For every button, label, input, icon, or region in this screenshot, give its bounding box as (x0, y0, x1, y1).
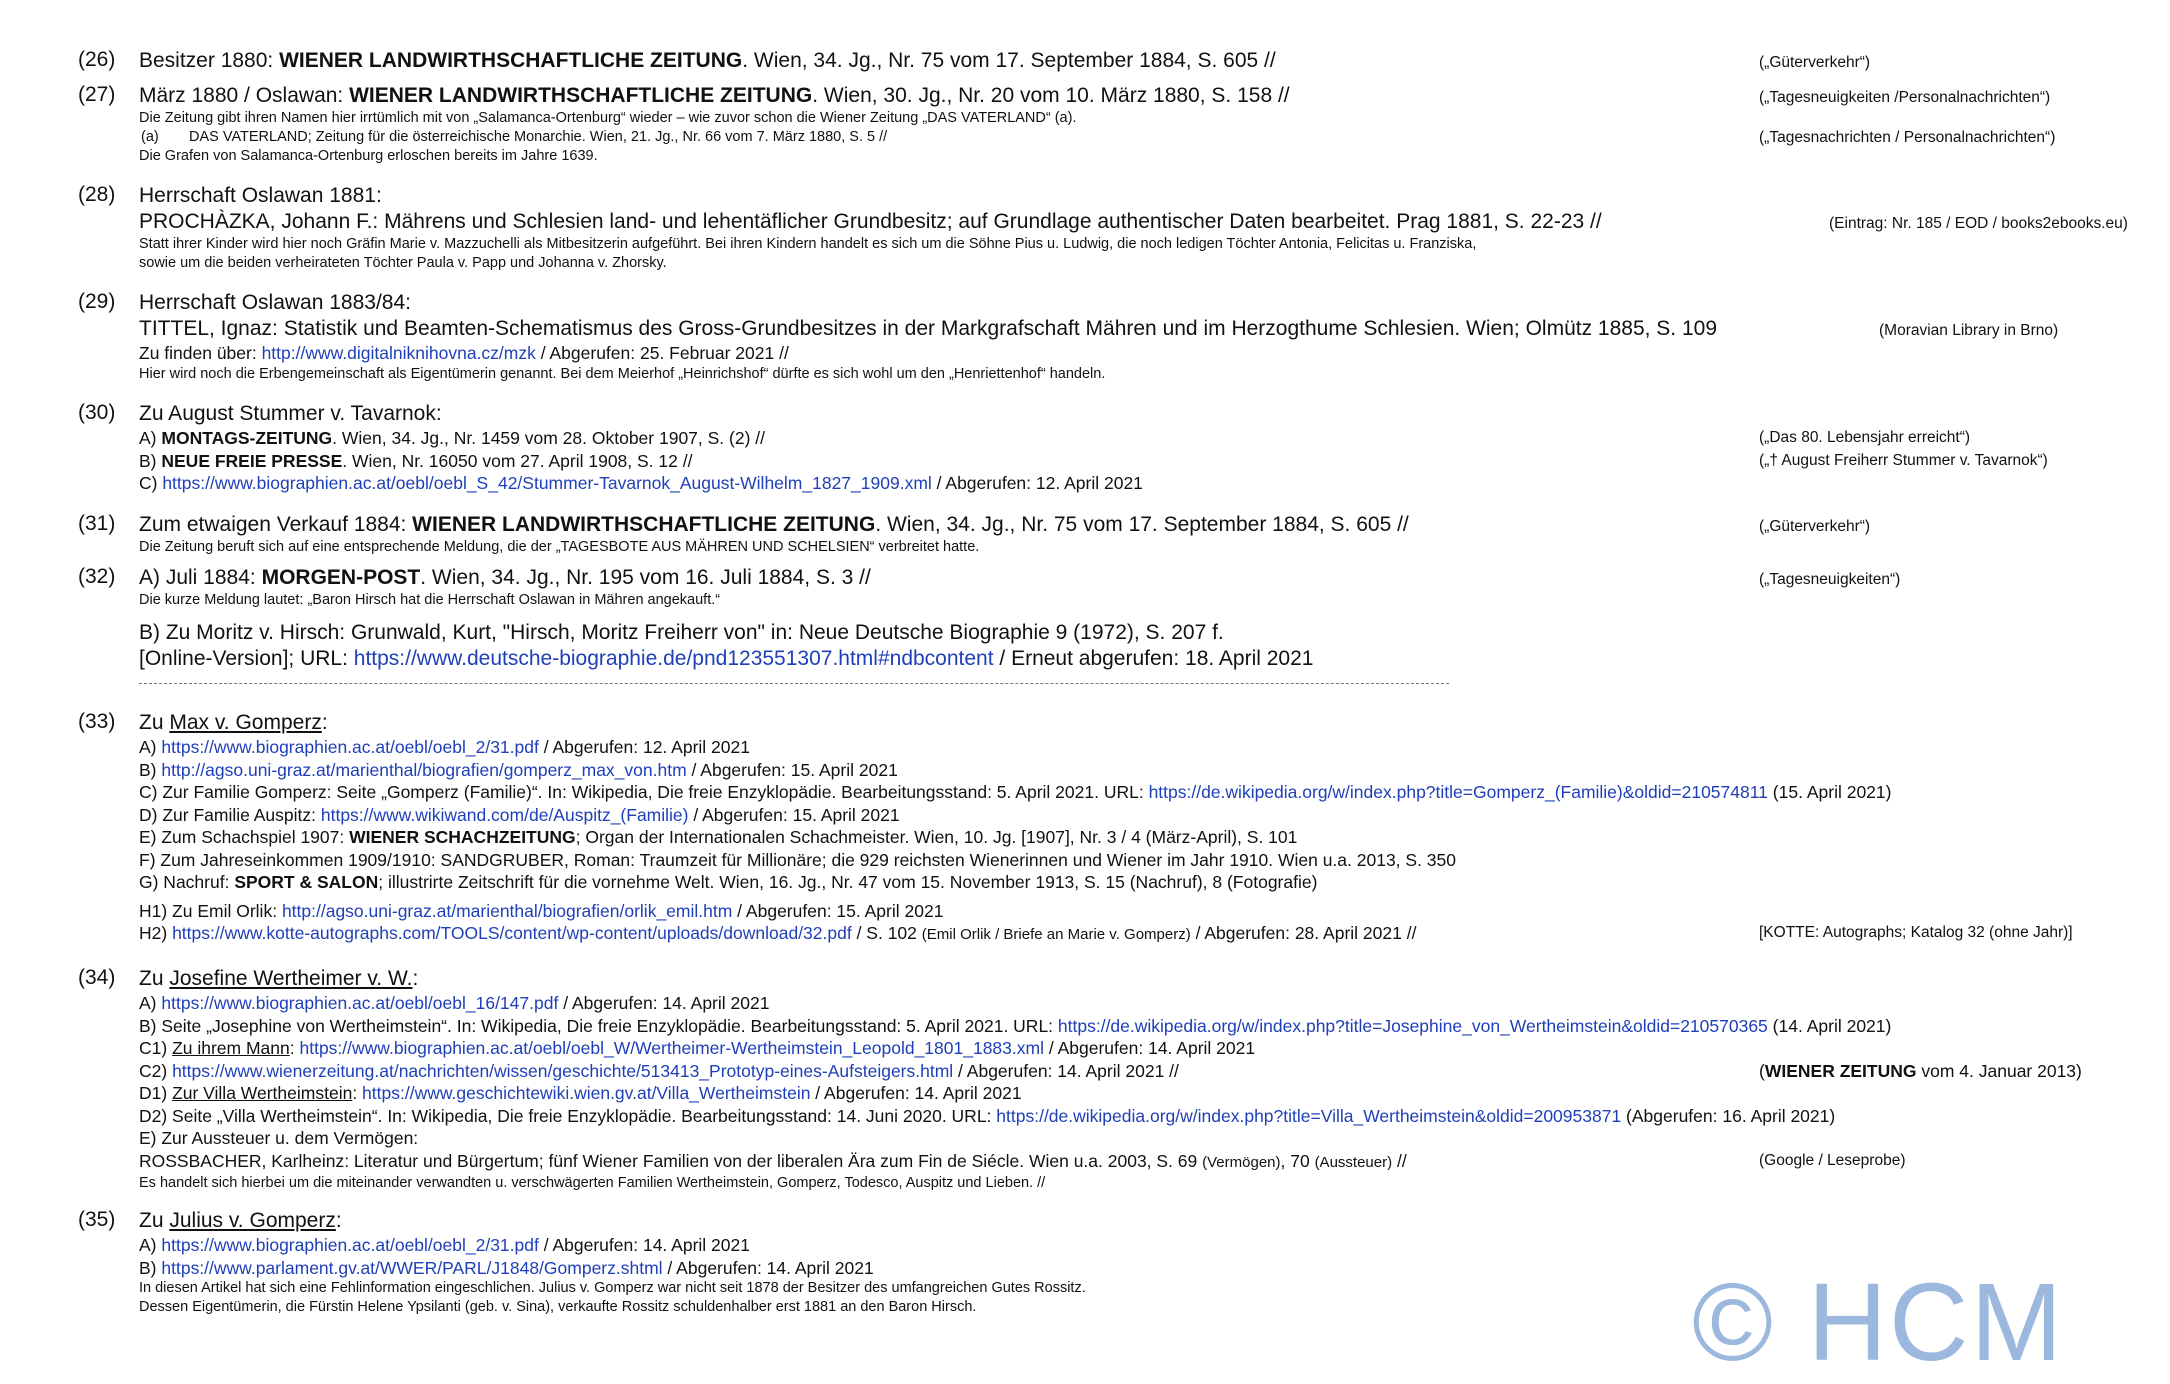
footnote-line: Besitzer 1880: WIENER LANDWIRTHSCHAFTLICHE ZEITUNG. Wien, 34. Jg., Nr. 75 vom 17. September 1884, S. 605 // („Güterverkehr“) (139, 48, 2129, 74)
source-link[interactable]: https://www.biographien.ac.at/oebl/oebl_2/31.pdf (161, 1235, 539, 1255)
footnote-line: D) Zur Familie Auspitz: https://www.wikiwand.com/de/Auspitz_(Familie) / Abgerufen: 15. April 2021 (139, 804, 900, 825)
source-section: („† August Freiherr Stummer v. Tavarnok“) (1759, 451, 2048, 469)
note-line: Statt ihrer Kinder wird hier noch Gräfin Marie v. Mazzuchelli als Mitbesitzerin aufgeführt. Bei ihren Kindern handelt es sich um die Söhne Pius u. Ludwig, die noch ledigen Töchter Antonia, Felicitas u. Franziska, (139, 236, 1477, 252)
footnote-line: G) Nachruf: SPORT & SALON; illustrirte Zeitschrift für die vornehme Welt. Wien, 16. Jg., Nr. 47 vom 15. November 1913, S. 15 (Nachruf), 8 (Fotografie) (139, 872, 1318, 892)
source-link[interactable]: https://www.deutsche-biographie.de/pnd123551307.html#ndbcontent (353, 647, 994, 670)
footnote-line: B) Zu Moritz v. Hirsch: Grunwald, Kurt, "Hirsch, Moritz Freiherr von" in: Neue Deutsche Biographie 9 (1972), S. 207 f. (139, 621, 1224, 644)
footnote-heading: Zu August Stummer v. Tavarnok: (139, 402, 442, 425)
footnote-line: D2) Seite „Villa Wertheimstein“. In: Wikipedia, Die freie Enzyklopädie. Bearbeitungsstand: 14. Juni 2020. URL: https://de.wikipedia.org/w/index.php?title=Villa_Wertheimstein&oldid=200953871 (Abgerufen: 16. April 2021) (139, 1105, 1836, 1126)
copyright-watermark: © HCM (1692, 1261, 2065, 1384)
footnote-line: D1) Zur Villa Wertheimstein: https://www.geschichtewiki.wien.gv.at/Villa_Wertheimstein / Abgerufen: 14. April 2021 (139, 1083, 1022, 1103)
source-section: („Güterverkehr“) (1759, 518, 1871, 535)
footnote-line: H1) Zu Emil Orlik: http://agso.uni-graz.at/marienthal/biografien/orlik_emil.htm / Abgerufen: 15. April 2021 (139, 900, 944, 921)
source-link[interactable]: https://www.kotte-autographs.com/TOOLS/content/wp-content/uploads/download/32.pdf (172, 923, 852, 943)
footnote-line: B) https://www.parlament.gv.at/WWER/PARL/J1848/Gomperz.shtml / Abgerufen: 14. April 2021 (139, 1257, 874, 1278)
source-section: (Google / Leseprobe) (1759, 1151, 1906, 1169)
footnote-heading: Herrschaft Oslawan 1881: (139, 184, 382, 207)
source-link[interactable]: https://de.wikipedia.org/w/index.php?title=Gomperz_(Familie)&oldid=210574811 (1148, 782, 1768, 802)
source-link[interactable]: http://www.digitalniknihovna.cz/mzk (261, 343, 536, 363)
footnote-number: (32) (78, 565, 116, 588)
source-section: (Moravian Library in Brno) (1879, 322, 2059, 339)
footnote-line: PROCHÀZKA, Johann F.: Mährens und Schlesien land- und lehentäflicher Grundbesitz; auf Grundlage authentischer Daten bearbeitet. Prag 1881, S. 22-23 // (Eintrag: Nr. 185 / EOD / books2ebooks.eu) (139, 209, 2129, 235)
newspaper-title: NEUE FREIE PRESSE (161, 450, 343, 471)
footnote-line: März 1880 / Oslawan: WIENER LANDWIRTHSCHAFTLICHE ZEITUNG. Wien, 30. Jg., Nr. 20 vom 10. März 1880, S. 158 // („Tagesneuigkeiten /Personalnachrichten“) (139, 83, 2129, 109)
note-line: Die Grafen von Salamanca-Ortenburg erloschen bereits im Jahre 1639. (139, 148, 598, 164)
newspaper-title: SPORT & SALON (234, 872, 379, 892)
footnote-line: C) Zur Familie Gomperz: Seite „Gomperz (Familie)“. In: Wikipedia, Die freie Enzyklopädie. Bearbeitungsstand: 5. April 2021. URL: https://de.wikipedia.org/w/index.php?title=Gomperz_(Familie)&oldid=210574811 (15. April 2021) (139, 782, 1892, 802)
person-name: Josefine Wertheimer v. W. (169, 967, 413, 990)
section-separator (139, 683, 1449, 684)
footnote-heading: Zu Julius v. Gomperz: (139, 1209, 342, 1232)
footnote-number: (31) (78, 512, 116, 535)
footnote-line: C2) https://www.wienerzeitung.at/nachrichten/wissen/geschichte/513413_Prototyp-eines-Aufsteigers.html / Abgerufen: 14. April 2021 // (WIENER ZEITUNG vom 4. Januar 2013) (139, 1060, 2082, 1081)
footnote-line: H2) https://www.kotte-autographs.com/TOOLS/content/wp-content/uploads/download/32.pdf / S. 102 (Emil Orlik / Briefe an Marie v. Gomperz) / Abgerufen: 28. April 2021 // [KOTTE: Autographs; Katalog 32 (ohne Jahr)] (139, 923, 2073, 943)
source-section: („Tagesneuigkeiten /Personalnachrichten“) (1759, 89, 2051, 106)
note-line: Dessen Eigentümerin, die Fürstin Helene Ypsilanti (geb. v. Sina), verkaufte Rossitz schuldenhalber erst 1881 an den Baron Hirsch. (139, 1299, 977, 1315)
source-section: (Eintrag: Nr. 185 / EOD / books2ebooks.eu) (1829, 215, 2128, 232)
source-link[interactable]: https://www.parlament.gv.at/WWER/PARL/J1848/Gomperz.shtml (161, 1257, 663, 1278)
person-name: Max v. Gomperz (169, 711, 322, 734)
newspaper-title: MONTAGS-ZEITUNG (161, 428, 333, 448)
footnote-line: A) https://www.biographien.ac.at/oebl/oebl_16/147.pdf / Abgerufen: 14. April 2021 (139, 993, 770, 1013)
footnote-heading: Zu Max v. Gomperz: (139, 711, 328, 734)
person-name: Julius v. Gomperz (169, 1209, 336, 1232)
footnote-number: (26) (78, 48, 116, 71)
source-section: („Güterverkehr“) (1759, 54, 1871, 71)
footnote-line: A) MONTAGS-ZEITUNG. Wien, 34. Jg., Nr. 1459 vom 28. Oktober 1907, S. (2) // („Das 80. Lebensjahr erreicht“) (139, 428, 1971, 448)
footnote-line: ROSSBACHER, Karlheinz: Literatur und Bürgertum; fünf Wiener Familien von der liberalen Ära zum Fin de Siécle. Wien u.a. 2003, S. 69 (Vermögen), 70 (Aussteuer) // (Google / Leseprobe) (139, 1150, 1906, 1171)
newspaper-title: MORGEN-POST (261, 566, 421, 589)
source-link[interactable]: https://de.wikipedia.org/w/index.php?title=Villa_Wertheimstein&oldid=200953871 (996, 1105, 1622, 1126)
footnote-number: (33) (78, 710, 116, 733)
source-section: („Das 80. Lebensjahr erreicht“) (1759, 429, 1971, 446)
note-line: Hier wird noch die Erbengemeinschaft als Eigentümerin genannt. Bei dem Meierhof „Heinrichshof“ dürfte es sich wohl um den „Henriettenhof“ handeln. (139, 365, 1106, 382)
source-link[interactable]: https://www.biographien.ac.at/oebl/oebl_2/31.pdf (161, 737, 539, 757)
footnote-line: B) NEUE FREIE PRESSE. Wien, Nr. 16050 vom 27. April 1908, S. 12 // („† August Freiherr Stummer v. Tavarnok“) (139, 450, 2048, 471)
footnote-heading: Zu Josefine Wertheimer v. W.: (139, 967, 419, 990)
footnote-line: B) http://agso.uni-graz.at/marienthal/biografien/gomperz_max_von.htm / Abgerufen: 15. April 2021 (139, 759, 898, 780)
note-line: In diesen Artikel hat sich eine Fehlinformation eingeschlichen. Julius v. Gomperz war nicht seit 1878 der Besitzer des umfangreichen Gutes Rossitz. (139, 1280, 1086, 1296)
note-line: Die Zeitung beruft sich auf eine entsprechende Meldung, die der „TAGESBOTE AUS MÄHREN UND SCHELSIEN“ verbreitet hatte. (139, 539, 980, 555)
footnote-number: (34) (78, 966, 116, 989)
footnote-line: F) Zum Jahreseinkommen 1909/1910: SANDGRUBER, Roman: Traumzeit für Millionäre; die 929 reichsten Wienerinnen und Wiener im Jahr 1910. Wien u.a. 2013, S. 350 (139, 849, 1457, 870)
source-link[interactable]: https://www.geschichtewiki.wien.gv.at/Villa_Wertheimstein (362, 1083, 811, 1103)
footnote-number: (28) (78, 183, 116, 206)
footnote-line: B) Seite „Josephine von Wertheimstein“. In: Wikipedia, Die freie Enzyklopädie. Bearbeitungsstand: 5. April 2021. URL: https://de.wikipedia.org/w/index.php?title=Josephine_von_Wertheimstein&oldid=210570365 (14. April 2021) (139, 1015, 1892, 1036)
footnote-line: C) https://www.biographien.ac.at/oebl/oebl_S_42/Stummer-Tavarnok_August-Wilhelm_1827_1909.xml / Abgerufen: 12. April 2021 (139, 473, 1143, 493)
footnote-line: A) Juli 1884: MORGEN-POST. Wien, 34. Jg., Nr. 195 vom 16. Juli 1884, S. 3 // („Tagesneuigkeiten“) (139, 565, 2129, 591)
footnote-number: (30) (78, 401, 116, 424)
footnote-number: (29) (78, 290, 116, 313)
footnote-line: TITTEL, Ignaz: Statistik und Beamten-Schematismus des Gross-Grundbesitzes in der Markgrafschaft Mähren und im Herzogthume Schlesien. Wien; Olmütz 1885, S. 109 (Moravian Library in Brno) (139, 316, 2129, 342)
source-link[interactable]: https://de.wikipedia.org/w/index.php?title=Josephine_von_Wertheimstein&oldid=210570365 (1057, 1015, 1768, 1036)
footnote-line: A) https://www.biographien.ac.at/oebl/oebl_2/31.pdf / Abgerufen: 14. April 2021 (139, 1235, 750, 1255)
footnote-line: E) Zur Aussteuer u. dem Vermögen: (139, 1128, 419, 1148)
newspaper-title: WIENER LANDWIRTHSCHAFTLICHE ZEITUNG (279, 49, 743, 72)
source-section: [KOTTE: Autographs; Katalog 32 (ohne Jahr)] (1759, 924, 2073, 941)
source-link[interactable]: https://www.wikiwand.com/de/Auspitz_(Familie) (320, 804, 689, 825)
footnote-number: (27) (78, 83, 116, 106)
source-link[interactable]: https://www.biographien.ac.at/oebl/oebl_W/Wertheimer-Wertheimstein_Leopold_1801_1883.xml (299, 1038, 1044, 1058)
note-line: Die kurze Meldung lautet: „Baron Hirsch hat die Herrschaft Oslawan in Mähren angekauft.“ (139, 592, 721, 608)
source-section: („Tagesnachrichten / Personalnachrichten“) (1759, 129, 2056, 146)
note-line: sowie um die beiden verheirateten Töchter Paula v. Papp und Johanna v. Zhorsky. (139, 255, 667, 271)
footnote-line: [Online-Version]; URL: https://www.deutsche-biographie.de/pnd123551307.html#ndbcontent / Erneut abgerufen: 18. April 2021 (139, 647, 1314, 670)
note-line: (a) DAS VATERLAND; Zeitung für die österreichische Monarchie. Wien, 21. Jg., Nr. 66 vom 7. März 1880, S. 5 // („Tagesnachrichten / Personalnachrichten“) (141, 129, 2056, 146)
source-section: (WIENER ZEITUNG vom 4. Januar 2013) (1759, 1060, 2082, 1081)
source-link[interactable]: https://www.biographien.ac.at/oebl/oebl_S_42/Stummer-Tavarnok_August-Wilhelm_1827_1909.xml (162, 473, 932, 493)
footnote-heading: Herrschaft Oslawan 1883/84: (139, 291, 411, 314)
source-link[interactable]: https://www.biographien.ac.at/oebl/oebl_16/147.pdf (161, 993, 559, 1013)
newspaper-title: WIENER LANDWIRTHSCHAFTLICHE ZEITUNG (412, 513, 876, 536)
note-line: Es handelt sich hierbei um die miteinander verwandten u. verschwägerten Familien Wertheimstein, Gomperz, Todesco, Auspitz und Lieben. // (139, 1175, 1046, 1191)
source-link[interactable]: http://agso.uni-graz.at/marienthal/biografien/gomperz_max_von.htm (161, 759, 687, 780)
source-link[interactable]: https://www.wienerzeitung.at/nachrichten/wissen/geschichte/513413_Prototyp-eines-Aufsteigers.html (172, 1060, 954, 1081)
footnote-line: Zu finden über: http://www.digitalniknihovna.cz/mzk / Abgerufen: 25. Februar 2021 // (139, 343, 789, 363)
newspaper-title: WIENER SCHACHZEITUNG (349, 827, 576, 847)
newspaper-title: WIENER LANDWIRTHSCHAFTLICHE ZEITUNG (349, 84, 813, 107)
source-link[interactable]: http://agso.uni-graz.at/marienthal/biografien/orlik_emil.htm (281, 900, 733, 921)
note-line: Die Zeitung gibt ihren Namen hier irrtümlich mit von „Salamanca-Ortenburg“ wieder – wie zuvor schon die Wiener Zeitung „DAS VATERLAND“ (a). (139, 110, 1077, 126)
footnote-line: E) Zum Schachspiel 1907: WIENER SCHACHZEITUNG; Organ der Internationalen Schachmeister. Wien, 10. Jg. [1907], Nr. 3 / 4 (März-April), S. 101 (139, 827, 1298, 847)
footnote-line: C1) Zu ihrem Mann: https://www.biographien.ac.at/oebl/oebl_W/Wertheimer-Wertheimstein_Leopold_1801_1883.xml / Abgerufen: 14. April 2021 (139, 1038, 1256, 1058)
footnote-line: A) https://www.biographien.ac.at/oebl/oebl_2/31.pdf / Abgerufen: 12. April 2021 (139, 737, 750, 757)
source-section: („Tagesneuigkeiten“) (1759, 571, 1901, 588)
footnote-line: Zum etwaigen Verkauf 1884: WIENER LANDWIRTHSCHAFTLICHE ZEITUNG. Wien, 34. Jg., Nr. 75 vom 17. September 1884, S. 605 // („Güterverkehr“) (139, 512, 2129, 538)
footnote-number: (35) (78, 1208, 116, 1231)
